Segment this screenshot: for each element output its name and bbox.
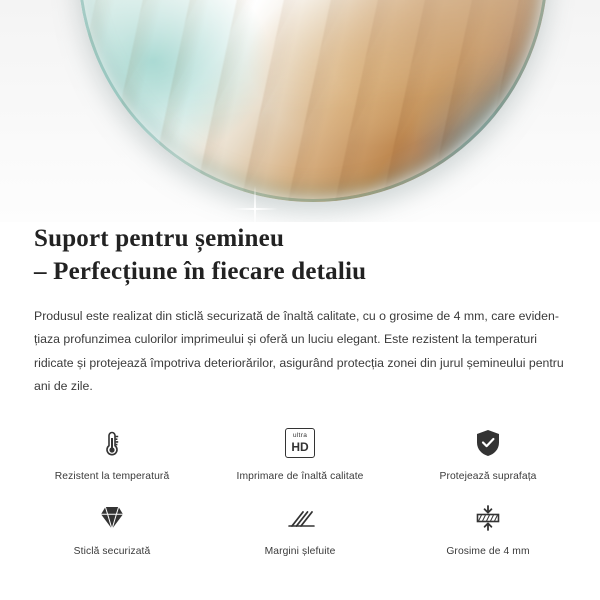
hero-image (0, 0, 600, 222)
feature-label: Sticlă securizată (73, 545, 151, 557)
feature-grid (18, 421, 582, 557)
ultra-hd-badge-bottom: HD (291, 439, 309, 454)
diamond-icon (89, 496, 135, 540)
feature-item-polished-edges (206, 496, 394, 557)
ultra-hd-badge-top: ultra (292, 432, 308, 440)
feature-item-tempered-glass (18, 496, 206, 557)
feature-label: Grosime de 4 mm (446, 545, 530, 557)
thermometer-icon (89, 421, 135, 465)
feature-label: Rezistent la temperatură (54, 470, 170, 482)
feature-item-thickness (394, 496, 582, 557)
feature-label: Imprimare de înaltă calitate (236, 470, 364, 482)
page-title-line-1: Suport pentru șemineu (34, 225, 285, 252)
feature-item-surface-protection (394, 421, 582, 482)
glass-disc-product-image (78, 0, 548, 202)
content-block (0, 222, 600, 557)
feature-label: Margini șlefuite (264, 545, 336, 557)
feature-item-temperature (18, 421, 206, 482)
polished-edges-icon (277, 496, 323, 540)
feature-label: Protejează suprafața (439, 470, 537, 482)
shield-check-icon (465, 421, 511, 465)
ultra-hd-icon (277, 421, 323, 465)
product-description-text: Produsul este realizat din sticlă securizată de înaltă calitate, cu o grosime de 4 mm, care eviden-țiaza profunzimea culorilor imprimeului și oferă un luciu elegant. Este rezistent la temperaturi ridicate și protejează împotriva deteriorărilor, asigurând protecția zonei din jurul șemineului pentru ani de zile. (34, 308, 564, 394)
page-title (34, 222, 566, 289)
page-title-line-2: – Perfecțiune în fiecare detaliu (34, 258, 367, 286)
feature-item-print-quality (206, 421, 394, 482)
thickness-4mm-icon (465, 496, 511, 540)
